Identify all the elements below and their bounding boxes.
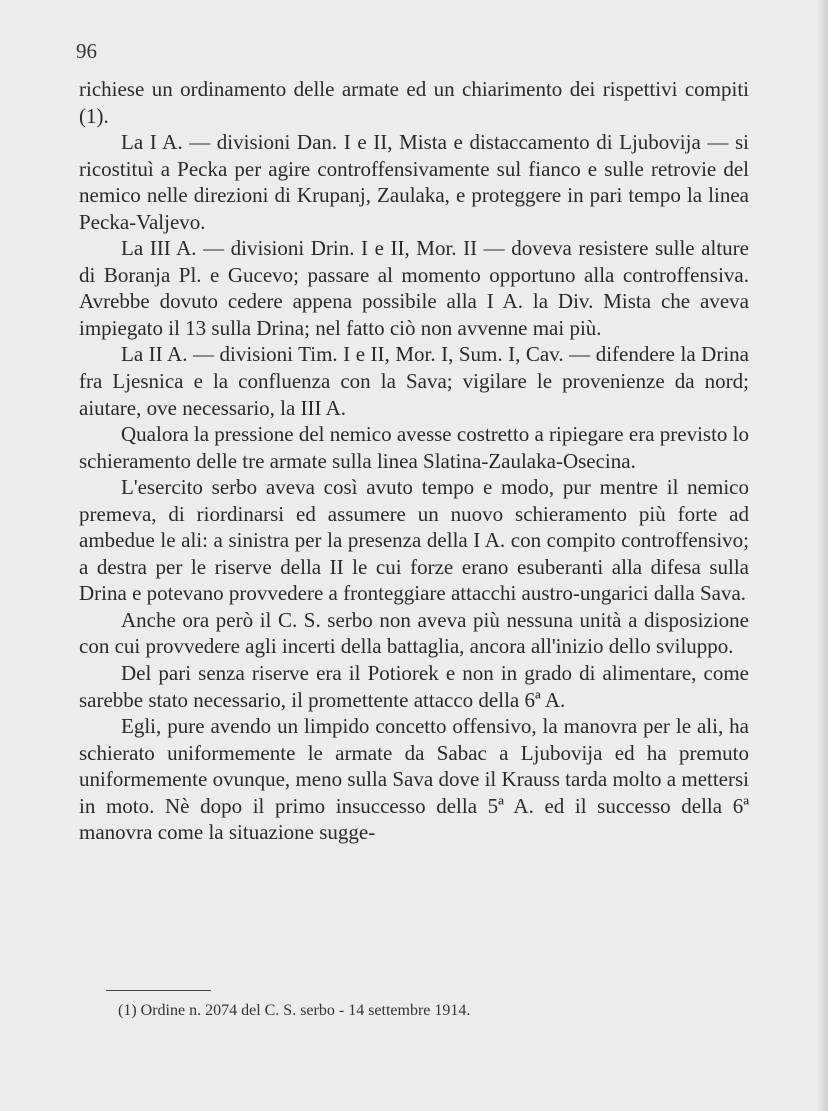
footnote: (1) Ordine n. 2074 del C. S. serbo - 14 settembre 1914. <box>118 1002 471 1019</box>
paragraph-retreat-plan: Qualora la pressione del nemico avesse costretto a ripiegare era previsto lo schieramento delle tre armate sulla linea Slatina-Zaulaka-Osecina. <box>79 422 750 473</box>
paragraph-serbian-command: Anche ora però il C. S. serbo non aveva più nessuna unità a disposizione con cui provvedere agli incerti della battaglia, ancora all'inizio dello sviluppo. <box>79 607 749 659</box>
paragraph-maneuver: Egli, pure avendo un limpido concetto offensivo, la manovra per le ali, ha schierato uniformemente le armate da Sabac a Ljubovija ed ha premuto uniformemente ovunque, meno sulla Sava dove il Krauss tarda molto a mettersi in moto. Nè dopo il primo insuccesso della 5ª A. ed il successo della 6ª manovra come la situazione sugge- <box>79 714 749 845</box>
page-edge-shadow <box>816 0 828 1111</box>
paragraph-continuation: richiese un ordinamento delle armate ed un chiarimento dei rispettivi compiti (1). <box>79 77 749 128</box>
paragraph-potiorek: Del pari senza riserve era il Potiorek e non in grado di alimentare, come sarebbe stato necessario, il promettente attacco della 6ª A. <box>79 661 749 712</box>
footnote-divider <box>106 990 211 991</box>
paragraph-serbian-army: L'esercito serbo aveva così avuto tempo e modo, pur mentre il nemico premeva, di riordinarsi ed assumere un nuovo schieramento più forte ad ambedue le ali: a sinistra per la presenza della I A. con compito controffensivo; a destra per le riserve della II le cui forze erano esuberanti alla difesa sulla Drina e potevano provvedere a fronteggiare attacchi austro-ungarici dalla Sava. <box>79 475 749 606</box>
page-number: 96 <box>76 39 97 63</box>
body-text <box>79 76 749 846</box>
paragraph-third-army: La III A. — divisioni Drin. I e II, Mor. II — doveva resistere sulle alture di Boranja Pl. e Gucevo; passare al momento opportuno alla controffensiva. Avrebbe dovuto cedere appena possibile alla I A. la Div. Mista che aveva impiegato il 13 sulla Drina; nel fatto ciò non avvenne mai più. <box>79 236 749 340</box>
paragraph-second-army: La II A. — divisioni Tim. I e II, Mor. I, Sum. I, Cav. — difendere la Drina fra Ljesnica e la confluenza con la Sava; vigilare le provenienze da nord; aiutare, ove necessario, la III A. <box>79 342 749 420</box>
paragraph-first-army: La I A. — divisioni Dan. I e II, Mista e distaccamento di Ljubovija — si ricostituì a Pecka per agire controffensivamente sul fianco e sulle retrovie del nemico nelle direzioni di Krupanj, Zaulaka, e proteggere in pari tempo la linea Pecka-Valjevo. <box>79 130 749 234</box>
